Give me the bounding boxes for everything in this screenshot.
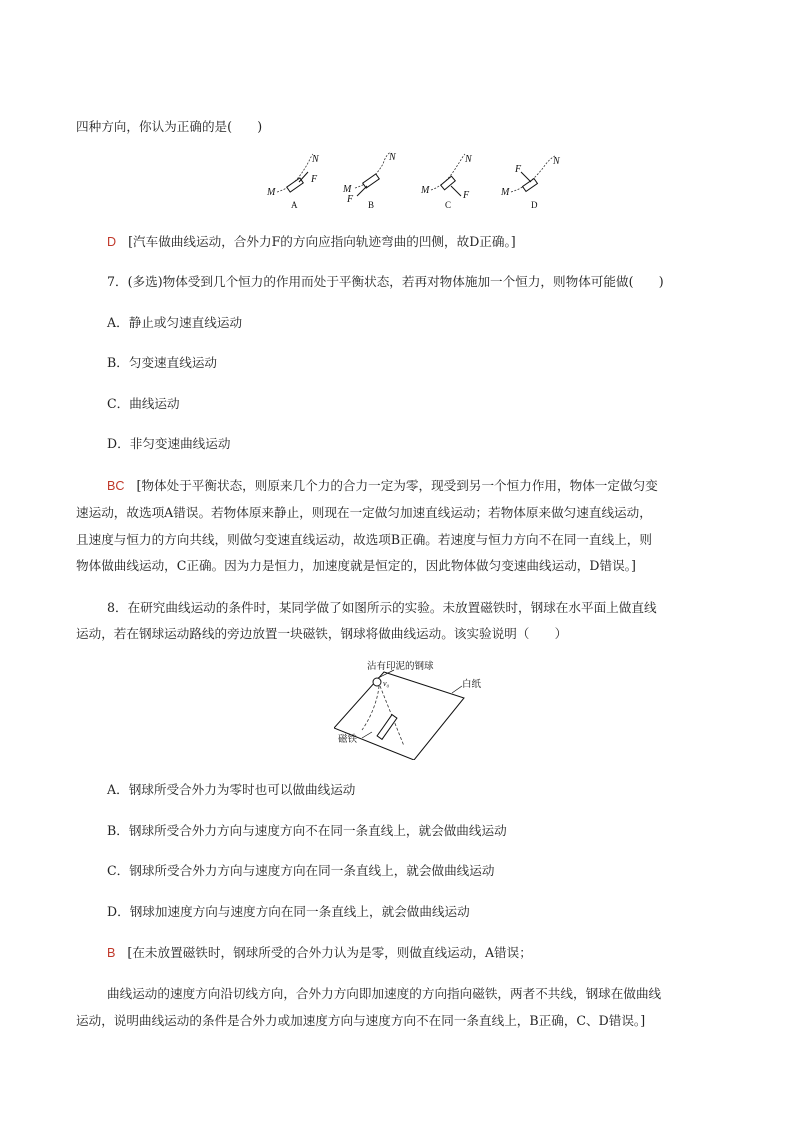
label-f-a: F bbox=[311, 174, 318, 185]
question-6-tail: 四种方向，你认为正确的是( ) bbox=[76, 119, 263, 134]
question-8-option-b: B．钢球所受合外力方向与速度方向不在同一条直线上，就会做曲线运动 bbox=[107, 823, 507, 838]
magnet-label: 磁铁 bbox=[338, 735, 358, 745]
figure-magnet-experiment bbox=[334, 660, 494, 760]
answer-7-explanation-1: [物体处于平衡状态，则原来几个力的合力一定为零，现受到另一个恒力作用，物体一定做匀变 bbox=[136, 478, 658, 493]
question-7: 7．(多选)物体受到几个恒力的作用而处于平衡状态，若再对物体施加一个恒力，则物体可能做( ) bbox=[107, 274, 664, 289]
label-f-b: F bbox=[347, 194, 354, 205]
option-d-diagram bbox=[500, 156, 561, 210]
question-7-option-c: C．曲线运动 bbox=[107, 396, 180, 411]
force-arrow-a bbox=[299, 172, 308, 182]
option-label-b: B bbox=[368, 200, 375, 210]
answer-8-line-2: 曲线运动的速度方向沿切线方向，合外力方向即加速度的方向指向磁铁，两者不共线，钢球在做曲线 bbox=[107, 986, 662, 1001]
answer-8-tag: B bbox=[107, 946, 116, 960]
question-7-option-a: A．静止或匀速直线运动 bbox=[107, 315, 243, 330]
answer-7-line-2: 速运动，故选项A错误。若物体原来静止，则现在一定做匀加速直线运动；若物体原来做匀速直线运动， bbox=[76, 505, 652, 520]
question-8-line-2: 运动，若在钢球运动路线的旁边放置一块磁铁，钢球将做曲线运动。该实验说明（ ） bbox=[76, 626, 568, 641]
label-m-c: M bbox=[421, 185, 430, 196]
paper-label-leader bbox=[452, 686, 462, 693]
force-arrow-d bbox=[521, 172, 531, 182]
question-8-line-1: 8．在研究曲线运动的条件时，某同学做了如图所示的实验。未放置磁铁时，钢球在水平面上做直线 bbox=[107, 600, 657, 615]
force-arrow-b bbox=[357, 186, 367, 196]
white-paper bbox=[334, 672, 464, 760]
option-label-a: A bbox=[291, 200, 298, 210]
label-n-d: N bbox=[553, 156, 560, 167]
answer-8-line-1 bbox=[107, 943, 532, 963]
option-b-diagram bbox=[342, 152, 397, 210]
question-8-option-c: C．钢球所受合外力方向与速度方向在同一条直线上，就会做曲线运动 bbox=[107, 863, 495, 878]
figure-car-force-directions bbox=[255, 150, 575, 210]
force-arrow-c bbox=[451, 186, 461, 196]
ball-label: 沾有印泥的钢球 bbox=[367, 662, 434, 672]
label-m-b: M bbox=[343, 184, 352, 195]
label-n-a: N bbox=[312, 154, 319, 165]
paper-label: 白纸 bbox=[462, 680, 482, 690]
question-8-option-d: D．钢球加速度方向与速度方向在同一条直线上，就会做曲线运动 bbox=[107, 904, 470, 919]
label-f-d: F bbox=[515, 164, 522, 175]
car-b bbox=[363, 174, 380, 188]
answer-6 bbox=[107, 232, 516, 252]
label-m-a: M bbox=[267, 187, 276, 198]
answer-6-tag: D bbox=[107, 235, 117, 249]
answer-7-line-1 bbox=[107, 476, 658, 496]
answer-7-line-3: 且速度与恒力的方向共线，则做匀变速直线运动，故选项B正确。若速度与恒力方向不在同一直线上，则 bbox=[76, 532, 652, 547]
label-m-d: M bbox=[501, 187, 510, 198]
answer-8-explanation-1: [在未放置磁铁时，钢球所受的合外力认为是零，则做直线运动，A错误； bbox=[127, 945, 532, 960]
question-7-option-d: D．非匀变速曲线运动 bbox=[107, 436, 231, 451]
label-f-c: F bbox=[463, 190, 470, 201]
label-n-c: N bbox=[465, 154, 472, 165]
answer-6-explanation: [汽车做曲线运动，合外力F的方向应指向轨迹弯曲的凹侧，故D正确。] bbox=[128, 234, 516, 249]
option-a-diagram bbox=[266, 154, 320, 210]
option-label-c: C bbox=[445, 200, 452, 210]
velocity-label: v₀ bbox=[383, 679, 390, 688]
answer-8-line-3: 运动，说明曲线运动的条件是合外力或加速度方向与速度方向不在同一条直线上，B正确，C、D错误。] bbox=[76, 1013, 646, 1028]
option-label-d: D bbox=[531, 200, 538, 210]
label-n-b: N bbox=[389, 152, 396, 163]
answer-7-line-4: 物体做曲线运动，C正确。因为力是恒力，加速度就是恒定的，因此物体做匀变速曲线运动，D错误。] bbox=[76, 558, 636, 573]
option-c-diagram bbox=[420, 154, 473, 210]
answer-7-tag: BC bbox=[107, 479, 125, 493]
question-8-option-a: A．钢球所受合外力为零时也可以做曲线运动 bbox=[107, 782, 356, 797]
question-7-option-b: B．匀变速直线运动 bbox=[107, 355, 218, 370]
steel-ball bbox=[373, 678, 381, 686]
